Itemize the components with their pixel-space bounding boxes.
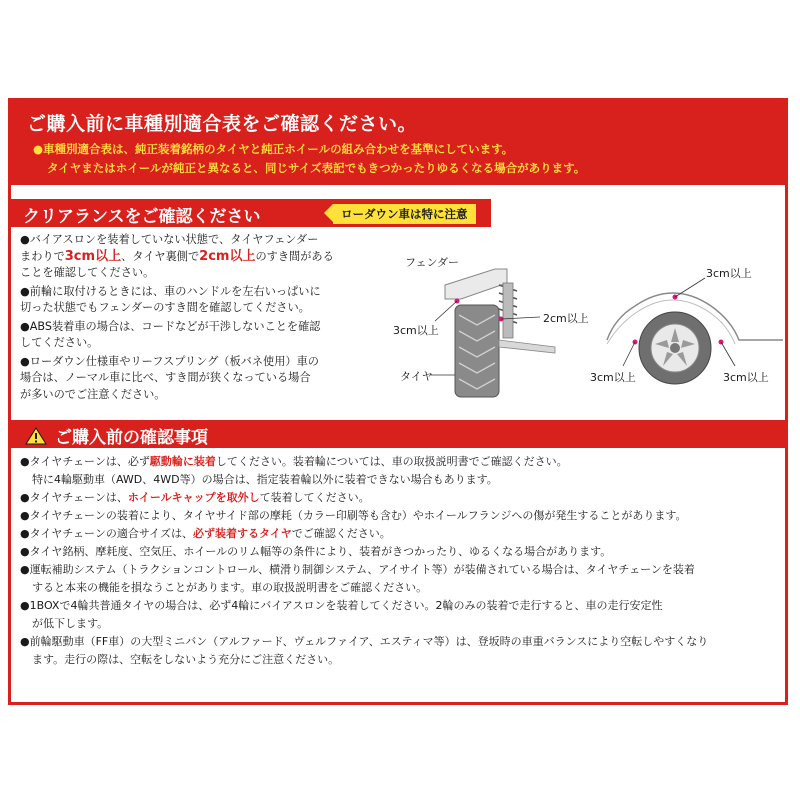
label-arch-right: 3cm以上 bbox=[723, 371, 769, 384]
lowdown-tag: ローダウン車は特に注意 bbox=[333, 204, 476, 224]
clearance-p1-line1: ●バイアスロンを装着していない状態で、タイヤフェンダー bbox=[20, 233, 319, 246]
clearance-p3-line1: ●ABS装着車の場合は、コードなどが干渉しないことを確認 bbox=[20, 319, 321, 333]
confirm-item-2: ●タイヤチェーンは、ホイールキャップを取外して装着してください。 bbox=[20, 491, 370, 504]
header-banner bbox=[11, 101, 785, 185]
clearance-banner bbox=[11, 199, 491, 227]
wheel-cap-highlight: ホイールキャップを取外し bbox=[127, 491, 260, 504]
confirm-item-5: ●タイヤ銘柄、摩耗度、空気圧、ホイールのリム幅等の条件により、装着がきつかったり、ゆるくなる場合があります。 bbox=[20, 545, 612, 558]
clearance-p4-line1: ●ローダウン仕様車やリーフスプリング（板バネ使用）車の bbox=[20, 354, 319, 368]
clearance-p4-line2: 場合は、ノーマル車に比べ、すき間が狭くなっている場合 bbox=[20, 371, 311, 384]
clearance-p2-line1: ●前輪に取付けるときには、車のハンドルを左右いっぱいに bbox=[20, 284, 321, 298]
header-note-line2: タイヤまたはホイールが純正と異なると、同じサイズ表記でもきつかったりゆるくなる場合があります。 bbox=[47, 161, 586, 175]
label-arch-left: 3cm以上 bbox=[590, 371, 636, 384]
confirm-item-8: ●前輪駆動車（FF車）の大型ミニバン（アルファード、ヴェルファイア、エスティマ等）は、登坂時の車重バランスにより空転しやすくなり bbox=[20, 635, 709, 648]
label-tire: タイヤ bbox=[400, 370, 433, 383]
confirm-list bbox=[20, 453, 708, 669]
clearance-p1-line3: ことを確認してください。 bbox=[20, 266, 155, 279]
clearance-p2-line2: 切った状態でもフェンダーのすき間を確認してください。 bbox=[20, 301, 310, 314]
confirm-item-4: ●タイヤチェーンの適合サイズは、必ず装着するタイヤでご確認ください。 bbox=[20, 527, 391, 540]
confirm-item-3: ●タイヤチェーンの装着により、タイヤサイド部の摩耗（カラー印刷等も含む）やホイールフランジへの傷が発生することがあります。 bbox=[20, 509, 687, 522]
confirm-title: ご購入前の確認事項 bbox=[55, 428, 208, 448]
clearance-p1-line2: まわりで3cm以上、タイヤ裏側で2cm以上のすき間がある bbox=[20, 248, 334, 264]
gap-3cm-highlight: 3cm以上 bbox=[64, 248, 122, 264]
label-fender-gap: 3cm以上 bbox=[393, 324, 439, 337]
drive-wheel-highlight: 駆動輪に装着 bbox=[149, 455, 216, 468]
confirm-item-1-line2: 特に4輪駆動車（AWD、4WD等）の場合は、指定装着輪以外に装着できない場合もあります。 bbox=[32, 473, 498, 486]
header-note-line1: ●車種別適合表は、純正装着銘柄のタイヤと純正ホイールの組み合わせを基準にしています。 bbox=[33, 142, 514, 156]
confirm-item-1: ●タイヤチェーンは、必ず駆動輪に装着してください。装着輪については、車の取扱説明書でご確認ください。 bbox=[20, 455, 568, 468]
confirm-item-8-line2: ます。走行の際は、空転をしないよう充分にご注意ください。 bbox=[32, 653, 340, 666]
gap-2cm-highlight: 2cm以上 bbox=[199, 248, 256, 264]
confirm-banner bbox=[11, 420, 785, 448]
header-title: ご購入前に車種別適合表をご確認ください。 bbox=[27, 113, 418, 135]
clearance-text bbox=[20, 232, 334, 403]
label-inner-gap: 2cm以上 bbox=[543, 312, 589, 325]
clearance-p4-line3: が多いのでご注意ください。 bbox=[20, 387, 166, 401]
confirm-item-7-line2: が低下します。 bbox=[32, 617, 109, 630]
label-fender: フェンダー bbox=[405, 256, 460, 269]
warning-icon bbox=[25, 427, 47, 445]
label-arch-top: 3cm以上 bbox=[706, 267, 752, 280]
tire-size-highlight: 必ず装着するタイヤ bbox=[192, 527, 292, 540]
clearance-p3-line2: してください。 bbox=[20, 336, 99, 349]
confirm-item-6-line2: すると本来の機能を損なうことがあります。車の取扱説明書をご確認ください。 bbox=[32, 581, 428, 594]
confirm-item-6: ●運転補助システム（トラクションコントロール、横滑り制御システム、アイサイト等）が装備されている場合は、タイヤチェーンを装着 bbox=[20, 563, 695, 576]
clearance-title: クリアランスをご確認ください bbox=[23, 207, 261, 227]
confirm-item-7: ●1BOXで4輪共普通タイヤの場合は、必ず4輪にバイアスロンを装着してください。2輪のみの装着で走行すると、車の走行安定性 bbox=[20, 599, 663, 612]
